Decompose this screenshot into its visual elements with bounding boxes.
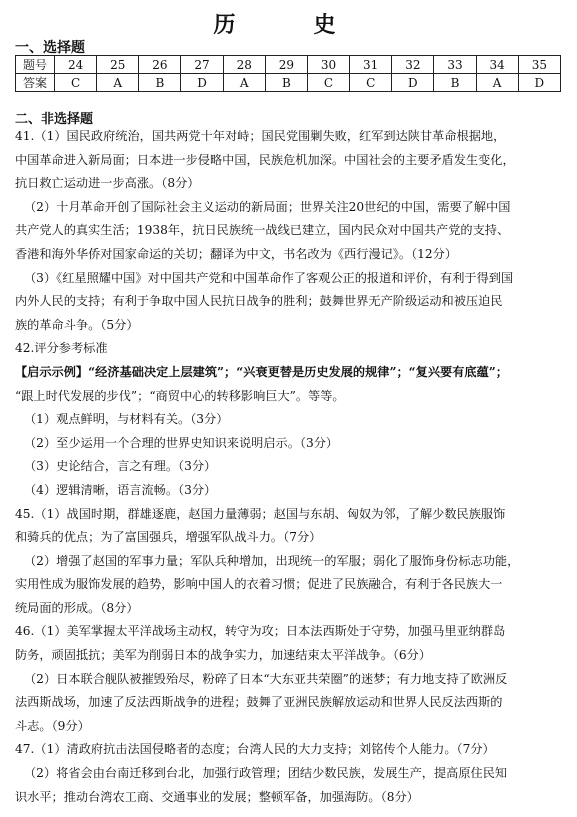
page-title: 历 史 [213, 13, 364, 38]
answer-cell: C [55, 74, 97, 92]
answer-line: 斗志。（9分） [15, 718, 90, 733]
row-label-number: 题号 [16, 56, 55, 74]
answer-line: 【启示示例】“经济基础决定上层建筑”；“兴衰更替是历史发展的规律”；“复兴要有底蕴”； [15, 364, 508, 379]
answer-line: （3）《红星照耀中国》对中国共产党和中国革命作了客观公正的报道和评价，有利于得到国 [24, 270, 514, 285]
section-heading-choice: 一、选择题 [15, 40, 85, 56]
answer-line: （2）十月革命开创了国际社会主义运动的新局面；世界关注20世纪的中国，需要了解中国 [24, 199, 511, 214]
row-label-answer: 答案 [16, 74, 55, 92]
answer-line: （2）日本联合舰队被摧毁殆尽，粉碎了日本“大东亚共荣圈”的迷梦；有力地支持了欧洲反 [24, 671, 508, 686]
answer-line: 46.（1）美军掌握太平洋战场主动权，转守为攻；日本法西斯处于守势，加强马里亚纳群岛 [15, 624, 506, 639]
answer-line: “跟上时代发展的步伐”；“商贸中心的转移影响巨大”。等等。 [15, 388, 345, 403]
answer-line: 41.（1）国民政府统治，国共两党十年对峙；国民党围剿失败，红军到达陕甘革命根据地， [15, 129, 506, 143]
question-number: 26 [139, 56, 181, 74]
answer-line: （2）增强了赵国的军事力量；军队兵种增加，出现统一的军服；弱化了服饰身份标志功能， [24, 553, 520, 568]
answer-line: 统局面的形成。（8分） [15, 600, 139, 615]
answer-line: 47.（1）清政府抗击法国侵略者的态度；台湾人民的大力支持；刘铭传个人能力。（7分） [15, 742, 495, 757]
answer-cell: D [181, 74, 223, 92]
question-number-row [16, 56, 561, 74]
answer-line: （2）将省会由台南迁移到台北，加强行政管理；团结少数民族，发展生产，提高原住民知 [24, 766, 508, 781]
answer-line: 防务，顽固抵抗；美军为削弱日本的战争实力，加速结束太平洋战争。（6分） [15, 648, 432, 663]
answer-cell: B [434, 74, 476, 92]
answer-line: 42.评分参考标准 [15, 341, 108, 356]
question-number: 33 [434, 56, 476, 74]
question-number: 34 [476, 56, 518, 74]
answer-line: （4）逻辑清晰，语言流畅。（3分） [24, 482, 217, 497]
answer-line: （2）至少运用一个合理的世界史知识来说明启示。（3分） [24, 435, 339, 450]
question-number: 25 [97, 56, 139, 74]
answer-body [15, 125, 562, 809]
question-number: 30 [307, 56, 349, 74]
answer-cell: B [265, 74, 307, 92]
answer-table [15, 55, 561, 92]
answer-cell: A [223, 74, 265, 92]
question-number: 27 [181, 56, 223, 74]
answer-cell: A [97, 74, 139, 92]
section-heading-nonchoice: 二、非选择题 [15, 112, 94, 127]
answer-line: 识水平；推动台湾农工商、交通事业的发展；整顿军备，加强海防。（8分） [15, 789, 419, 804]
question-number: 28 [223, 56, 265, 74]
question-number: 24 [55, 56, 97, 74]
question-number: 29 [265, 56, 307, 74]
answer-cell: B [139, 74, 181, 92]
question-number: 35 [518, 56, 560, 74]
question-number: 32 [392, 56, 434, 74]
question-number: 31 [350, 56, 392, 74]
answer-cell: C [307, 74, 349, 92]
answer-line: 族的革命斗争。（5分） [15, 317, 139, 332]
answer-line: 内外人民的支持；有利于争取中国人民抗日战争的胜利；鼓舞世界无产阶级运动和被压迫民 [15, 294, 503, 309]
answer-cell: D [392, 74, 434, 92]
answer-line: （1）观点鲜明，与材料有关。（3分） [24, 412, 229, 427]
answer-line: 香港和海外华侨对国家命运的关切；翻译为中文，书名改为《西行漫记》。（12分） [15, 246, 458, 261]
answer-cell: D [518, 74, 560, 92]
answer-line: 法西斯战场，加速了反法西斯战争的进程；鼓舞了亚洲民族解放运动和世界人民反法西斯的 [15, 695, 503, 710]
answer-cell: A [476, 74, 518, 92]
answer-line: 抗日救亡运动进一步高涨。（8分） [15, 176, 200, 191]
answer-cell: C [350, 74, 392, 92]
answer-line: 实用性成为服饰发展的趋势，影响中国人的衣着习惯；促进了民族融合，有利于各民族大一 [15, 577, 503, 592]
answer-line: （3）史论结合，言之有理。（3分） [24, 459, 217, 474]
answer-line: 和骑兵的优点；为了富国强兵，增强军队战斗力。（7分） [15, 530, 322, 545]
answer-row [16, 74, 561, 92]
answer-line: 45.（1）战国时期，群雄逐鹿，赵国力量薄弱；赵国与东胡、匈奴为邻，了解少数民族服饰 [15, 506, 506, 521]
answer-line: 共产党人的真实生活；1938年，抗日民族统一战线已建立，国内民众对中国共产党的支持、 [15, 223, 510, 238]
answer-line: 中国革命进入新局面；日本进一步侵略中国，民族危机加深。中国社会的主要矛盾发生变化， [15, 152, 515, 167]
